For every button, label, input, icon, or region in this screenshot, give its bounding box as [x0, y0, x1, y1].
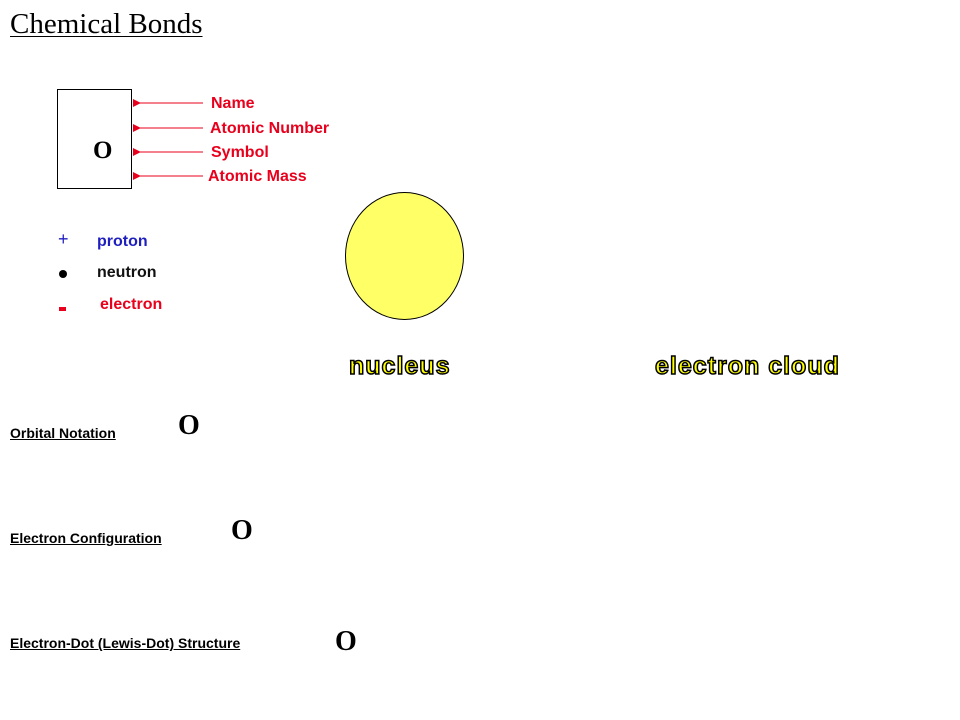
key-label-atomic-mass: Atomic Mass — [208, 168, 307, 185]
nucleus-circle — [345, 192, 464, 320]
electron-configuration-label: Electron Configuration — [10, 530, 162, 546]
proton-plus-symbol: + — [58, 229, 69, 249]
electron-minus-icon — [59, 307, 66, 311]
legend-electron: electron — [100, 296, 163, 313]
orbital-notation-label: Orbital Notation — [10, 425, 116, 441]
legend-neutron: neutron — [97, 264, 157, 281]
element-box-symbol: O — [93, 137, 113, 164]
nucleus-label: nucleus — [349, 352, 451, 380]
orbital-notation-symbol: O — [178, 410, 200, 441]
key-label-name: Name — [211, 95, 255, 112]
key-label-symbol: Symbol — [211, 144, 269, 161]
page-title: Chemical Bonds — [10, 8, 203, 40]
electron-configuration-symbol: O — [231, 515, 253, 546]
key-label-atomic-number: Atomic Number — [210, 120, 330, 137]
legend-proton: proton — [97, 233, 148, 250]
lewis-dot-label: Electron-Dot (Lewis-Dot) Structure — [10, 635, 241, 651]
lewis-dot-symbol: O — [335, 626, 357, 657]
neutron-dot-icon — [59, 270, 67, 278]
electron-cloud-label: electron cloud — [655, 352, 840, 380]
